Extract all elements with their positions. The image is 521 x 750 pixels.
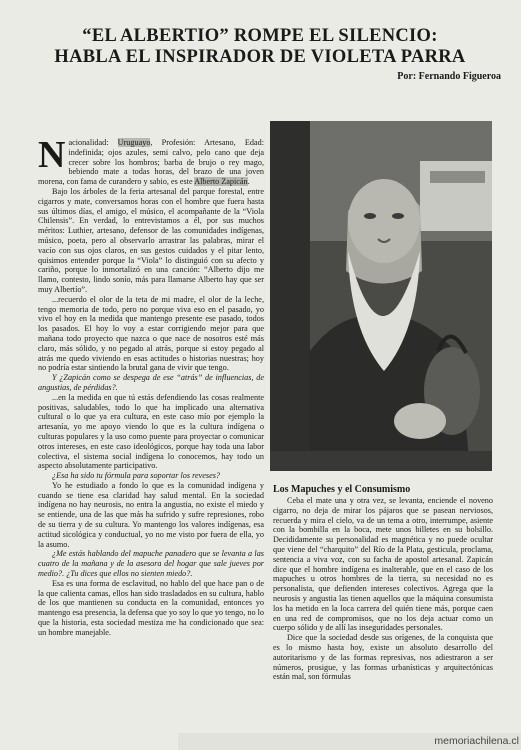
intro-text-c: .	[247, 177, 250, 187]
body-paragraph: ...recuerdo el olor de la teta de mi madre, el olor de la leche, tengo memoria de todo, pero no porque viva eso en el pasado, yo vivo el hoy en la medida que mantengo presente ese pasado, todos los pasados. El hoy lo voy a estar corrigiendo mejor para que mañana todo proyecto que nazca o que nace de nosotros esté más claro, más sólido, y no pegado al atrás, porque si estoy pegado al atrás me quedo viviendo en esas actitudes o historias nuestras; hoy no podría estar sintiendo la brutal gana de vivir que tengo.	[38, 294, 264, 373]
drop-cap: N	[38, 134, 66, 176]
body-paragraph: Dice que la sociedad desde sus orígenes, de la conquista que es lo mismo hasta hoy, existe un absoluto desarrollo del autoritarismo y de las formas represivas, nos adiestraron a ser números, prosigue, y las formas urbanísticas y arquitectónicas están mal, son fórmulas	[273, 633, 493, 682]
body-paragraph: Ceba el mate una y otra vez, se levanta, enciende el noveno cigarro, no deja de mirar los pájaros que se pasean nerviosos, recuerda y mira el cielo, va de un tema a otro, interrumpe, asiente con la bombilla en la boca, mete unos billetes en su bolsillo. Decididamente su personalidad es magnética y no puede ocultar que viene del “charquito” del Río de la Plata, gesticula, proclama, sentencia a viva voz, con su facha de apostol artesanal. Zapicán dice que el hombre indígena es inalterable, que en el caso de los mapuches u otros hombres de la tierra, su necesidad no es personalista, que defienden intereses colectivos. Agrega que la neurosis y angustia las tienen aquellos que la máquina consumista los ha metido en la loca carrera del quién tiene más, porque caen en una red de compromisos, que no los deja actuar como un cuerpo sólido y de allí las inseguridades personales.	[273, 496, 493, 633]
body-paragraph: Y ¿Zapicán como se despega de ese “atrás” de influencias, de angustias, de pérdidas?.	[38, 373, 264, 392]
article-byline: Por: Fernando Figueroa	[397, 71, 501, 82]
left-column	[38, 134, 264, 638]
article-title-line-1: “EL ALBERTIO” ROMPE EL SILENCIO:	[82, 26, 438, 46]
highlighted-name: Alberto Zapicán	[194, 177, 248, 187]
article-title-line-2: HABLA EL INSPIRADOR DE VIOLETA PARRA	[54, 47, 466, 67]
portrait-illustration	[270, 121, 492, 471]
watermark: memoriachilena.cl	[178, 733, 521, 750]
section-subhead: Los Mapuches y el Consumismo	[273, 484, 411, 495]
body-paragraph: Bajo los árboles de la feria artesanal del parque forestal, entre cigarros y mate, conversamos horas con el hombre que fuera hasta sus últimos días, el amigo, el músico, el acompañante de la “Viola Chilensis”. En verdad, lo entrevistamos a él, por sus muchos méritos: Luthier, artesano, defensor de las comunidades indígenas, músico, poeta, pero al observarlo arrastrar las palabras, mirar el vacío con sus ojos claros, en sus gestos cuidados y el pitar lento, quisimos entender porque la “Viola” lo distinguió con su afecto y cariño, porque lo inmortalizó en una canción: “Alberto dijo me llamo, contesto, lindo sonío, más para llamarse Alberto hay que ser muy Albertío”.	[38, 186, 264, 294]
left-body-text	[38, 187, 264, 638]
intro-text-a: acionalidad:	[68, 138, 118, 147]
body-paragraph: ¿Esa ha sido tu fórmula para soportar los reveses?	[52, 471, 220, 481]
body-paragraph: ...en la medida en que tú estás defendiendo las cosas realmente positivas, saludables, todo lo que ha implicado una alternativa cultural o lo que ya era cultura, en este caso mío por ejemplo la artesanía, yo me apoyo viendo lo que es la cultura indígena o culturas populares y la uso como puente para proyectar o comunicar otros intereses, en este caso ideológicos, porque hay toda una labor colectiva, el sistema social indígena lo conocemos, hay todo un aspecto absolutamente participativo.	[38, 392, 264, 471]
portrait-photo	[270, 121, 492, 471]
right-column	[273, 496, 493, 682]
body-paragraph: Yo he estudiado a fondo lo que es la comunidad indígena y cuando se tiene esa claridad hay salud mental. En la sociedad indígena no hay neurosis, no entra la angustia, no existe el miedo y se entiende, una de las que más ha sufrido y sufre represiones, robo de su tierra y de su cultura. Yo mantengo los valores indígenas, esa actitud sicológica y conductual, yo no me visto por fuera de ella, yo la asumo.	[38, 480, 264, 549]
body-paragraph: Esa es una forma de esclavitud, no hablo del que hace pan o de la que calienta camas, ellos han sido trasladados en su cultura, hablo de los que mantienen su conducta en la comunidad, entonces yo mantengo esa presencia, la defensa que yo soy lo que yo tengo, no lo que la historia, esta sociedad mestiza me ha condicionado que sea: un hombre manejable.	[38, 578, 264, 637]
highlighted-nationality: Uruguayo	[117, 138, 151, 147]
intro-paragraph	[38, 134, 264, 187]
body-paragraph: ¿Me estás hablando del mapuche panadero que se levanta a las cuatro de la mañana y de la asesora del hogar que sale jueves por medio?. ¿Tu dices que ellos no sienten miedo?.	[38, 549, 264, 579]
intro-text-b: , Profesión: Artesano, Edad: indefinida; ojos azules, semi calvo, pelo cano que deja crecer sobre los hombros; barba de brujo o rey mago, bebiendo mate a todas horas, del brazo de una joven morena, con fama de curandero y sabio, es este	[38, 138, 264, 187]
